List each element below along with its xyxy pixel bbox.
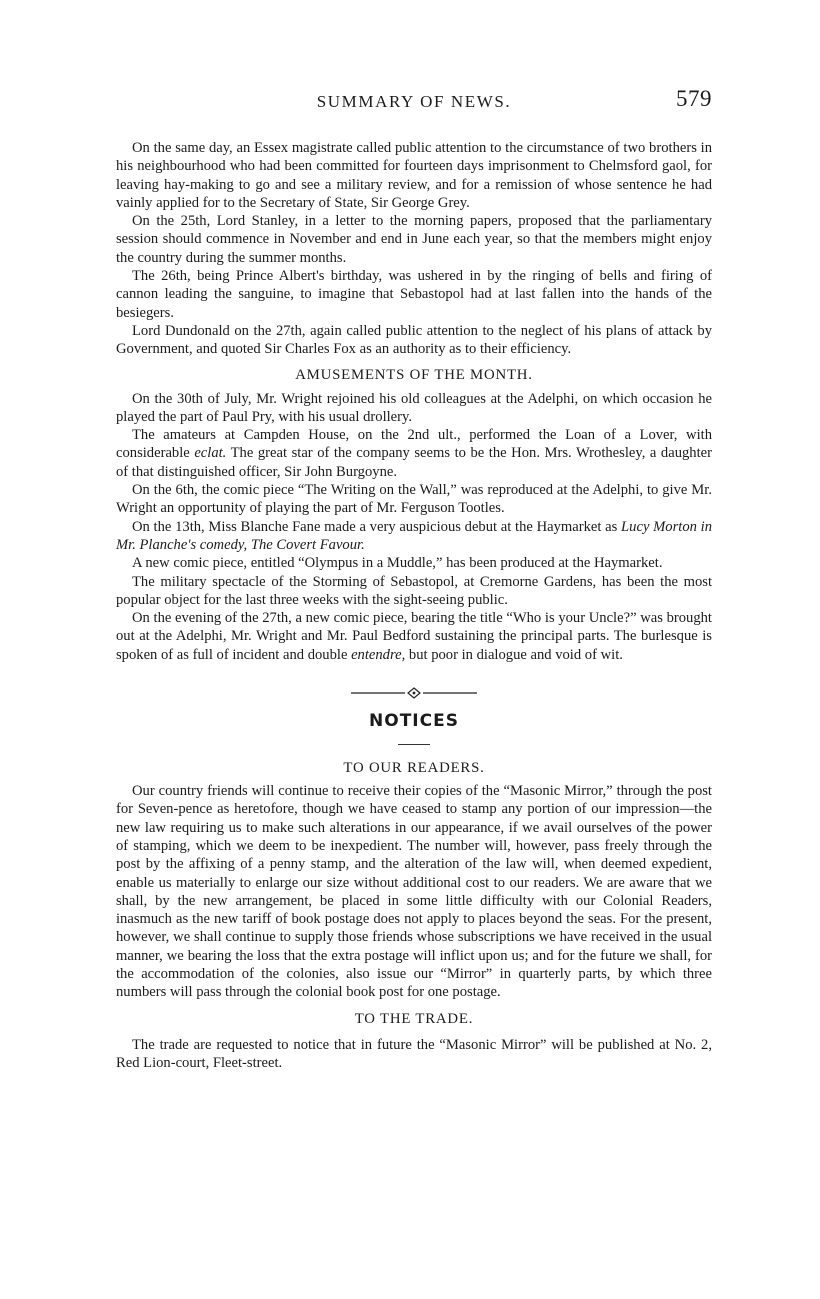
section-divider-ornament [349, 686, 479, 700]
amusements-p4-text-a: On the 13th, Miss Blanche Fane made a very auspicious debut at the Haymarket as [132, 518, 622, 535]
running-head [116, 86, 712, 116]
amusements-p7-text-a: On the evening of the 27th, a new comic piece, bearing the title “Who is your Uncle?” was brought out at the Adelphi, Mr. Wright and Mr. Paul Bedford sustaining the principal parts. The burlesque is spoken of as full of incident and double [116, 610, 712, 663]
page-number: 579 [676, 86, 712, 111]
amusements-paragraph-campden [116, 426, 712, 481]
amusements-paragraph-wright: On the 30th of July, Mr. Wright rejoined his old colleagues at the Adelphi, on which occasion he played the part of Paul Pry, with his usual drollery. [116, 390, 712, 425]
running-title: SUMMARY OF NEWS. [316, 92, 512, 111]
to-the-trade-heading: TO THE TRADE. [354, 1010, 474, 1027]
to-our-readers-paragraph: Our country friends will continue to receive their copies of the “Masonic Mirror,” through the post for Seven-pence as heretofore, though we have ceased to stamp any portion of our impression—the new law requiring us to make such alterations in our appearance, if we avail ourselves of the power of stamping, which we deem to be inexpedient. The number will, however, pass freely through the post by the affixing of a penny stamp, and the alteration of the law will, when deemed expedient, enable us materially to enlarge our size without additional cost to our readers. We are aware that we shall, by the new arrangement, be placed in some little difficulty with our Colonial Readers, inasmuch as the new tariff of book postage does not apply to places beyond the seas. For the present, however, we shall continue to supply those friends whose subscriptions we have received in the usual manner, we bearing the loss that the extra postage will inflict upon us; and for the future we shall, for the accommodation of the colonies, also issue our “Mirror” in quarterly parts, by which three numbers will pass through the colonial book post for one postage. [116, 783, 712, 1001]
page-body [116, 139, 712, 1072]
notices-title: NOTICES [369, 711, 459, 732]
amusements-paragraph-cremorne: The military spectacle of the Storming of Sebastopol, at Cremorne Gardens, has been the most popular object for the last three weeks with the sight-seeing public. [116, 573, 712, 608]
amusements-heading: AMUSEMENTS OF THE MONTH. [295, 366, 533, 383]
amusements-paragraph-olympus: A new comic piece, entitled “Olympus in a Muddle,” has been produced at the Haymarket. [132, 555, 663, 572]
amusements-paragraph-blanche-fane [116, 518, 712, 555]
news-paragraph-dundonald: Lord Dundonald on the 27th, again called public attention to the neglect of his plans of attack by Government, and quoted Sir Charles Fox as an authority as to their efficiency. [116, 322, 712, 358]
amusements-paragraph-writing-on-wall: On the 6th, the comic piece “The Writing on the Wall,” was reproduced at the Adelphi, to give Mr. Wright an opportunity of playing the part of Mr. Ferguson Tootles. [116, 482, 712, 517]
amusements-p7-entendre: entendre, [351, 646, 406, 663]
news-paragraph-essex: On the same day, an Essex magistrate called public attention to the circumstance of two brothers in his neighbourhood who had been committed for fourteen days imprisonment to Chelmsford gaol, for leaving hay-making to go and see a military review, and for a remission of whose sentence he had vainly applied for to the Secretary of State, Sir George Grey. [116, 140, 712, 211]
amusements-p2-eclat: eclat. [194, 445, 227, 462]
amusements-paragraph-uncle [116, 609, 712, 664]
notices-short-rule [398, 744, 430, 745]
amusements-p2-text-b: The great star of the company seems to be the Hon. Mrs. Wrothesley, a daughter of that distinguished officer, Sir John Burgoyne. [116, 445, 712, 480]
amusements-p7-text-b: but poor in dialogue and void of wit. [405, 646, 623, 663]
to-the-trade-paragraph: The trade are requested to notice that in future the “Masonic Mirror” will be published at No. 2, Red Lion-court, Fleet-street. [116, 1036, 712, 1071]
news-paragraph-prince-albert: The 26th, being Prince Albert's birthday, was ushered in by the ringing of bells and firing of cannon leading the sanguine, to imagine that Sebastopol had at last fallen into the hands of the besiegers. [116, 268, 712, 321]
to-our-readers-heading: TO OUR READERS. [343, 760, 485, 777]
amusements-p4-italic: Lucy Morton in Mr. Planche's comedy, The Covert Favour. [116, 518, 712, 553]
amusements-p2-text-a: The amateurs at Campden House, on the 2nd ult., performed the Loan of a Lover, with considerable [116, 427, 712, 462]
news-paragraph-stanley: On the 25th, Lord Stanley, in a letter to the morning papers, proposed that the parliamentary session should commence in November and end in June each year, so that the members might enjoy the country during the summer months. [116, 213, 712, 266]
